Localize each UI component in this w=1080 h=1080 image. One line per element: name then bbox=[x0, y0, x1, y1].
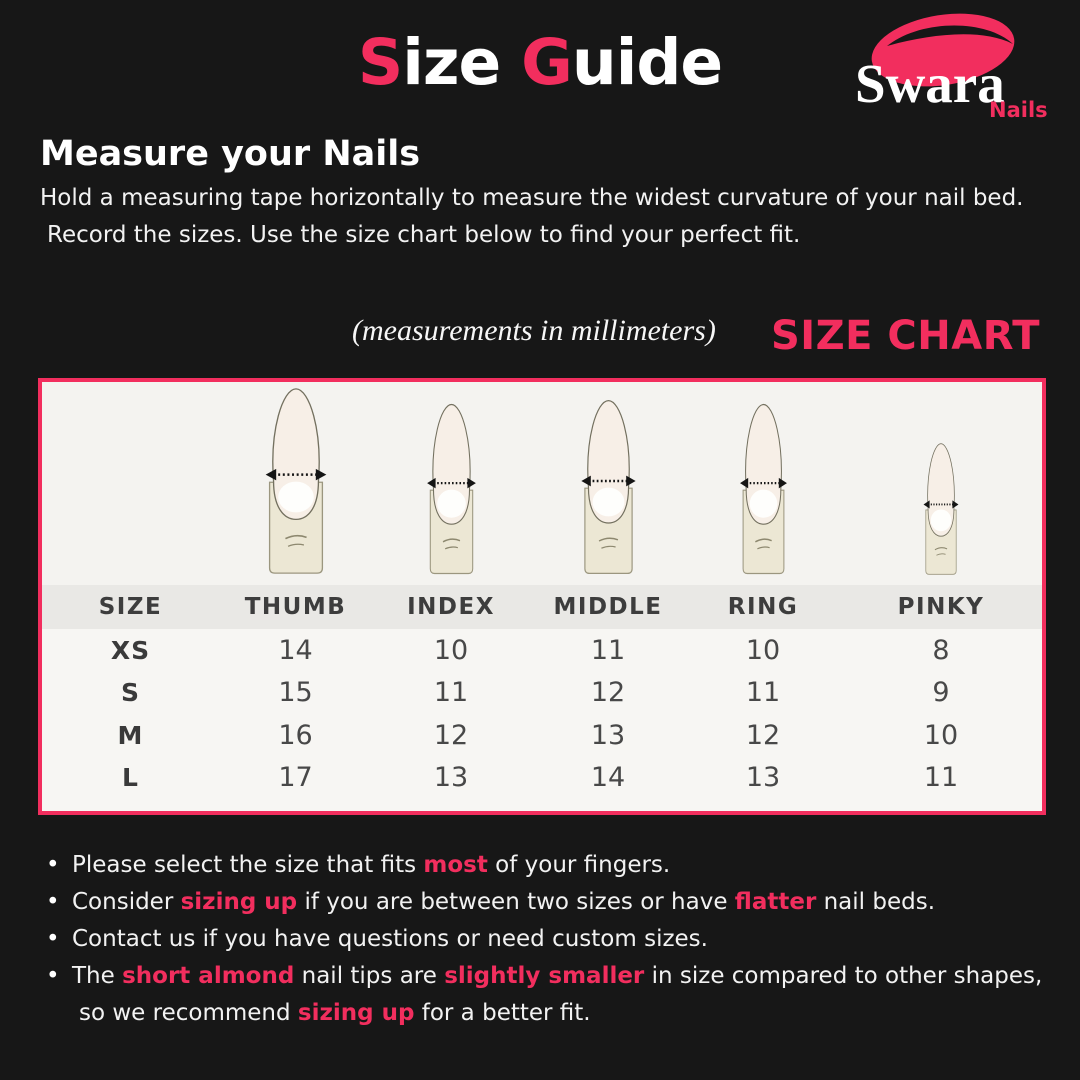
note-text: nail beds. bbox=[816, 889, 935, 915]
brand-logo bbox=[847, 10, 1052, 125]
size-value: 10 bbox=[923, 719, 959, 751]
units-note: (measurements in millimeters) bbox=[352, 314, 716, 347]
note-text: nail tips are bbox=[294, 963, 445, 989]
size-value: 12 bbox=[590, 677, 626, 709]
size-value: 16 bbox=[278, 719, 313, 751]
thumb-illustration-cell bbox=[219, 382, 372, 585]
ring-nail-illustration bbox=[738, 401, 789, 577]
size-value: 10 bbox=[433, 634, 469, 666]
size-value: 17 bbox=[278, 762, 313, 794]
brand-name: Swara bbox=[855, 53, 1005, 114]
ring-illustration-cell bbox=[686, 382, 840, 585]
note-text: Consider bbox=[72, 889, 181, 915]
col-header-thumb: THUMB bbox=[244, 594, 347, 620]
col-header-size: SIZE bbox=[98, 594, 163, 620]
middle-nail-illustration bbox=[579, 397, 638, 577]
note-item bbox=[42, 888, 1047, 917]
size-value: 11 bbox=[590, 634, 626, 666]
finger-illustrations-row bbox=[42, 382, 1042, 585]
instruction-line: Hold a measuring tape horizontally to measure the widest curvature of your nail bed. bbox=[40, 185, 1024, 211]
note-text: in size compared to other shapes, bbox=[644, 963, 1043, 989]
size-label: XS bbox=[110, 635, 151, 665]
instruction-line: Record the sizes. Use the size chart below to find your perfect fit. bbox=[47, 222, 801, 248]
col-header-ring: RING bbox=[727, 594, 799, 620]
note-text: of your fingers. bbox=[487, 852, 671, 878]
size-value: 15 bbox=[278, 677, 313, 709]
size-label: M bbox=[117, 720, 144, 750]
size-value: 10 bbox=[745, 634, 781, 666]
size-label: S bbox=[120, 678, 140, 708]
size-chart-table bbox=[38, 378, 1046, 815]
note-text: Contact us if you have questions or need custom sizes. bbox=[72, 926, 708, 952]
table-row bbox=[42, 757, 1042, 800]
note-accent: most bbox=[423, 852, 488, 878]
section-heading: Measure your Nails bbox=[40, 134, 421, 174]
measure-instructions bbox=[40, 180, 1024, 254]
note-text: if you are between two sizes or have bbox=[297, 889, 735, 915]
fit-notes bbox=[42, 851, 1047, 1036]
index-nail-illustration bbox=[425, 401, 478, 577]
size-value: 13 bbox=[745, 762, 781, 794]
title-text: uide bbox=[571, 26, 723, 99]
size-value: 14 bbox=[278, 634, 313, 666]
table-row bbox=[42, 629, 1042, 672]
note-item bbox=[42, 962, 1047, 1028]
note-continuation bbox=[72, 999, 1047, 1028]
note-item bbox=[42, 925, 1047, 954]
note-item bbox=[42, 851, 1047, 880]
size-value: 14 bbox=[590, 762, 626, 794]
size-value: 12 bbox=[433, 719, 469, 751]
brand-tagline: Nails bbox=[989, 98, 1048, 122]
empty-cell bbox=[42, 382, 219, 585]
middle-illustration-cell bbox=[530, 382, 686, 585]
note-accent: slightly smaller bbox=[444, 963, 645, 989]
size-value: 11 bbox=[433, 677, 469, 709]
title-accent-letter: S bbox=[357, 26, 403, 99]
note-accent: short almond bbox=[122, 963, 295, 989]
note-text: so we recommend bbox=[79, 1000, 298, 1026]
note-accent: sizing up bbox=[180, 889, 298, 915]
size-value: 13 bbox=[590, 719, 626, 751]
index-illustration-cell bbox=[372, 382, 530, 585]
size-value: 13 bbox=[433, 762, 469, 794]
col-header-pinky: PINKY bbox=[897, 594, 985, 620]
size-value: 12 bbox=[745, 719, 781, 751]
size-value: 11 bbox=[923, 762, 959, 794]
size-chart-title: SIZE CHART bbox=[770, 313, 1040, 359]
col-header-index: INDEX bbox=[407, 594, 495, 620]
note-accent: flatter bbox=[734, 889, 817, 915]
size-value: 11 bbox=[745, 677, 781, 709]
thumb-nail-illustration bbox=[263, 385, 329, 577]
pinky-nail-illustration bbox=[922, 441, 960, 577]
pinky-illustration-cell bbox=[840, 382, 1042, 585]
size-value: 9 bbox=[932, 677, 950, 709]
table-header-row bbox=[42, 585, 1042, 629]
note-text: The bbox=[72, 963, 123, 989]
size-value: 8 bbox=[932, 634, 950, 666]
table-row bbox=[42, 714, 1042, 757]
note-accent: sizing up bbox=[297, 1000, 415, 1026]
table-row bbox=[42, 672, 1042, 715]
title-accent-letter: G bbox=[521, 26, 572, 99]
title-text: ize bbox=[402, 26, 522, 99]
size-label: L bbox=[122, 763, 139, 793]
note-text: Please select the size that fits bbox=[72, 852, 424, 878]
col-header-middle: MIDDLE bbox=[553, 594, 663, 620]
note-text: for a better fit. bbox=[414, 1000, 591, 1026]
